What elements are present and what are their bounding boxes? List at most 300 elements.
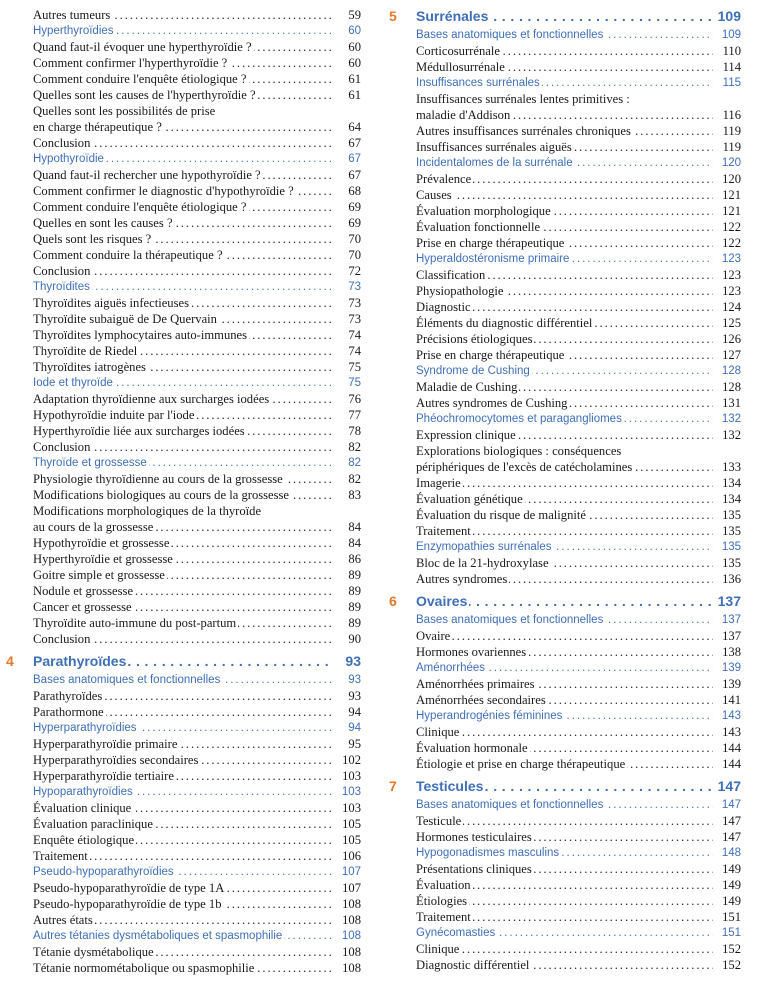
toc-entry-autres-syndromes[interactable] <box>383 571 741 587</box>
toc-entry-comment-conduire-la-therapeutique[interactable] <box>0 247 361 263</box>
toc-entry-evaluation-morphologique[interactable] <box>383 203 741 219</box>
page-number: 123 <box>719 251 741 267</box>
entry-title: Hyperandrogénies féminines <box>416 710 563 722</box>
entry-title: Quand faut-il évoquer une hyperthyroïdie ? <box>33 40 252 54</box>
entry-title: Évaluation fonctionnelle <box>416 220 541 234</box>
toc-chapter-parathyroides[interactable] <box>0 652 361 671</box>
entry-title: Causes <box>416 188 452 202</box>
entry-title: Autres syndromes <box>416 572 508 586</box>
toc-entry-physiopathologie[interactable] <box>383 283 741 299</box>
entry-title: Quelles sont les possibilités de prise <box>33 104 216 118</box>
page-number: 148 <box>719 845 741 861</box>
page-number: 135 <box>719 507 741 523</box>
toc-entry-hyperparathyroidie-primaire[interactable] <box>0 736 361 752</box>
page-number: 134 <box>719 491 741 507</box>
toc-entry-modifications-biologiques-au-cours-de-la-grossesse[interactable] <box>0 487 361 503</box>
toc-entry-diagnostic-differentiel[interactable] <box>383 957 741 973</box>
toc-entry-evaluation-paraclinique[interactable] <box>0 816 361 832</box>
page-number: 134 <box>719 475 741 491</box>
toc-section-hypoparathyroidies[interactable] <box>0 784 361 800</box>
page-number: 67 <box>345 151 361 167</box>
toc-entry-nodule-et-grossesse[interactable] <box>0 583 361 599</box>
page-number: 61 <box>345 87 361 103</box>
page-number: 149 <box>719 877 741 893</box>
entry-title: Explorations biologiques : conséquences <box>416 444 622 458</box>
toc-entry-evaluation-du-risque-de-malignite[interactable] <box>383 507 741 523</box>
page-number: 110 <box>720 43 741 59</box>
page-number: 89 <box>345 583 361 599</box>
entry-title: Hyperthyroïdies <box>33 25 114 37</box>
entry-title: au cours de la grossesse <box>33 520 154 534</box>
toc-entry-conclusion[interactable] <box>0 439 361 455</box>
page-number: 84 <box>345 535 361 551</box>
entry-title: Hyperthyroïdie liée aux surcharges iodées <box>33 424 245 438</box>
entry-title: Médullosurrénale <box>416 60 505 74</box>
page-number: 105 <box>339 816 361 832</box>
entry-title: Évaluation <box>416 878 471 892</box>
page-number: 69 <box>345 199 361 215</box>
entry-title: Autres états <box>33 913 93 927</box>
toc-entry-testicule[interactable] <box>383 813 741 829</box>
entry-title: Clinique <box>416 725 460 739</box>
entry-title: Évaluation morphologique <box>416 204 551 218</box>
entry-title: Traitement <box>416 910 471 924</box>
toc-entry-en-charge-therapeutique[interactable] <box>0 119 361 135</box>
toc-entry-amenorrhees-secondaires[interactable] <box>383 692 741 708</box>
entry-title: Comment conduire l'enquête étiologique ? <box>33 72 247 86</box>
toc-entry-pseudo-hypoparathyroidie-de-type-1b[interactable] <box>0 896 361 912</box>
entry-title: Pseudo-hypoparathyroïdie de type 1b <box>33 897 222 911</box>
page-number: 108 <box>339 896 361 912</box>
entry-title: Corticosurrénale <box>416 44 500 58</box>
entry-title: Hyperparathyroïdie tertiaire <box>33 769 174 783</box>
toc-section-pseudo-hypoparathyroidies[interactable] <box>0 864 361 880</box>
toc-entry-bloc-de-la-21-hydroxylase[interactable] <box>383 555 741 571</box>
entry-title: Quelles en sont les causes ? <box>33 216 173 230</box>
toc-entry-autres-tumeurs[interactable] <box>0 7 361 23</box>
toc-section-gynecomasties[interactable] <box>383 925 741 941</box>
entry-title: Traitement <box>33 849 88 863</box>
page-number: 121 <box>719 187 741 203</box>
toc-entry-comment-confirmer-le-diagnostic-d-hypothyroidie[interactable] <box>0 183 361 199</box>
toc-entry-hyperthyroidie-et-grossesse[interactable] <box>0 551 361 567</box>
entry-title: Enquête étiologique <box>33 833 135 847</box>
entry-title: Aménorrhées secondaires <box>416 693 546 707</box>
entry-title: Modifications morphologiques de la thyroïde <box>33 504 262 518</box>
toc-entry-presentations-cliniques[interactable] <box>383 861 741 877</box>
entry-title: Ovaire <box>416 629 451 643</box>
entry-title: Physiologie thyroïdienne au cours de la grossesse <box>33 472 283 486</box>
page-number: 138 <box>719 644 741 660</box>
page-number: 127 <box>719 347 741 363</box>
toc-section-iode-et-thyroide[interactable] <box>0 375 361 391</box>
page-number: 108 <box>339 912 361 928</box>
page-number: 89 <box>345 567 361 583</box>
toc-entry-imagerie[interactable] <box>383 475 741 491</box>
toc-entry-evaluation[interactable] <box>383 877 741 893</box>
page-number: 131 <box>719 395 741 411</box>
toc-entry-expression-clinique[interactable] <box>383 427 741 443</box>
page-number: 149 <box>719 893 741 909</box>
page-number: 105 <box>339 832 361 848</box>
page-number: 147 <box>719 813 741 829</box>
entry-title: Éléments du diagnostic différentiel <box>416 316 593 330</box>
entry-title: Ovaires <box>416 593 468 609</box>
entry-title: Iode et thyroïde <box>33 377 113 389</box>
chapter-number: 6 <box>389 593 397 609</box>
page-number: 135 <box>719 523 741 539</box>
page-number: 73 <box>345 295 361 311</box>
entry-title: Évaluation clinique <box>33 801 132 815</box>
page-number: 84 <box>345 519 361 535</box>
toc-entry-medullosurrenale[interactable] <box>383 59 741 75</box>
entry-title: Imagerie <box>416 476 461 490</box>
page-number: 61 <box>345 71 361 87</box>
entry-title: Évaluation génétique <box>416 492 523 506</box>
page-number: 149 <box>719 861 741 877</box>
page-number: 70 <box>345 231 361 247</box>
page-number: 75 <box>345 359 361 375</box>
entry-title: Évaluation hormonale <box>416 741 528 755</box>
toc-entry-tetanie-dysmetabolique[interactable] <box>0 944 361 960</box>
entry-title: Enzymopathies surrénales <box>416 541 552 553</box>
toc-entry-explorations-biologiques-consequences[interactable] <box>383 443 741 459</box>
toc-section-pheochromocytomes-et-paragangliomes[interactable] <box>383 411 741 427</box>
entry-title: Prise en charge thérapeutique <box>416 236 565 250</box>
page-number: 143 <box>719 708 741 724</box>
toc-entry-comment-conduire-l-enquete-etiologique[interactable] <box>0 199 361 215</box>
page-number: 125 <box>719 315 741 331</box>
toc-entry-comment-confirmer-l-hyperthyroidie[interactable] <box>0 55 361 71</box>
toc-section-hyperaldosteronisme-primaire[interactable] <box>383 251 741 267</box>
toc-entry-traitement[interactable] <box>383 523 741 539</box>
entry-title: Testicule <box>416 814 462 828</box>
toc-entry-etiologies[interactable] <box>383 893 741 909</box>
toc-entry-tetanie-normometabolique-ou-spasmophilie[interactable] <box>0 960 361 976</box>
entry-title: Hyperparathyroïdies secondaires <box>33 753 199 767</box>
entry-title: Parathormone <box>33 705 104 719</box>
entry-title: Comment conduire la thérapeutique ? <box>33 248 223 262</box>
page-number: 147 <box>715 777 741 796</box>
toc-entry-clinique[interactable] <box>383 724 741 740</box>
page-number: 74 <box>345 343 361 359</box>
toc-entry-conclusion[interactable] <box>0 135 361 151</box>
toc-section-hypothyroidie[interactable] <box>0 151 361 167</box>
entry-title: Hyperthyroïdie et grossesse <box>33 552 173 566</box>
toc-entry-quand-faut-il-evoquer-une-hyperthyroidie[interactable] <box>0 39 361 55</box>
toc-entry-evaluation-clinique[interactable] <box>0 800 361 816</box>
entry-title: Conclusion <box>33 632 91 646</box>
toc-entry-quelles-en-sont-les-causes[interactable] <box>0 215 361 231</box>
page-number: 60 <box>345 55 361 71</box>
toc-entry-evaluation-fonctionnelle[interactable] <box>383 219 741 235</box>
entry-title: Hormones ovariennes <box>416 645 527 659</box>
entry-title: Adaptation thyroïdienne aux surcharges iodées <box>33 392 270 406</box>
entry-title: Autres syndromes de Cushing <box>416 396 568 410</box>
entry-title: Incidentalomes de la surrénale <box>416 157 573 169</box>
toc-section-hyperthyroidies[interactable] <box>0 23 361 39</box>
toc-entry-classification[interactable] <box>383 267 741 283</box>
entry-title: Bases anatomiques et fonctionnelles <box>416 799 604 811</box>
entry-title: Surrénales <box>416 8 489 24</box>
toc-entry-hypothyroidie-induite-par-l-iode[interactable] <box>0 407 361 423</box>
toc-section-autres-tetanies-dysmetaboliques-et-spasmophilie[interactable] <box>0 928 361 944</box>
page-number: 115 <box>720 75 741 91</box>
entry-title: Physiopathologie <box>416 284 504 298</box>
toc-entry-thyroidites-lymphocytaires-auto-immunes[interactable] <box>0 327 361 343</box>
entry-title: Goitre simple et grossesse <box>33 568 165 582</box>
entry-title: Hyperparathyroïdies <box>33 722 137 734</box>
entry-title: Phéochromocytomes et paragangliomes <box>416 413 622 425</box>
entry-title: Tétanie dysmétabolique <box>33 945 154 959</box>
page-number: 151 <box>719 909 741 925</box>
entry-title: Insuffisances surrénales <box>416 77 540 89</box>
entry-title: Présentations cliniques <box>416 862 532 876</box>
entry-title: Syndrome de Cushing <box>416 365 530 377</box>
page-number: 126 <box>719 331 741 347</box>
toc-entry-hyperparathyroidies-secondaires[interactable] <box>0 752 361 768</box>
page-number: 68 <box>345 183 361 199</box>
page-number: 89 <box>345 615 361 631</box>
page-number: 128 <box>719 363 741 379</box>
page-number: 147 <box>719 829 741 845</box>
page-number: 103 <box>339 800 361 816</box>
toc-entry-elements-du-diagnostic-differentiel[interactable] <box>383 315 741 331</box>
page-number: 93 <box>345 688 361 704</box>
page-number: 67 <box>345 167 361 183</box>
toc-section-syndrome-de-cushing[interactable] <box>383 363 741 379</box>
entry-title: Hormones testiculaires <box>416 830 532 844</box>
toc-section-hypogonadismes-masculins[interactable] <box>383 845 741 861</box>
toc-entry-modifications-morphologiques-de-la-thyroide[interactable] <box>0 503 361 519</box>
toc-entry-etiologie-et-prise-en-charge-therapeutique[interactable] <box>383 756 741 772</box>
entry-title: Autres insuffisances surrénales chroniques <box>416 124 631 138</box>
entry-title: Évaluation paraclinique <box>33 817 153 831</box>
page-number: 93 <box>345 672 361 688</box>
chapter-number: 5 <box>389 8 397 24</box>
page-number: 116 <box>720 107 741 123</box>
toc-entry-clinique[interactable] <box>383 941 741 957</box>
page-number: 124 <box>719 299 741 315</box>
toc-entry-diagnostic[interactable] <box>383 299 741 315</box>
toc-entry-thyroidite-auto-immune-du-post-partum[interactable] <box>0 615 361 631</box>
toc-section-bases-anatomiques-et-fonctionnelles[interactable] <box>383 797 741 813</box>
toc-entry-traitement[interactable] <box>383 909 741 925</box>
page-number: 73 <box>345 311 361 327</box>
toc-entry-traitement[interactable] <box>0 848 361 864</box>
toc-entry-hormones-testiculaires[interactable] <box>383 829 741 845</box>
toc-section-bases-anatomiques-et-fonctionnelles[interactable] <box>383 27 741 43</box>
toc-entry-evaluation-hormonale[interactable] <box>383 740 741 756</box>
toc-entry-ovaire[interactable] <box>383 628 741 644</box>
toc-entry-quelles-sont-les-possibilites-de-prise[interactable] <box>0 103 361 119</box>
toc-entry-precisions-etiologiques[interactable] <box>383 331 741 347</box>
toc-entry-peripheriques-de-l-exces-de-catecholamines[interactable] <box>383 459 741 475</box>
toc-entry-prise-en-charge-therapeutique[interactable] <box>383 235 741 251</box>
page-number: 137 <box>719 628 741 644</box>
page-number: 78 <box>345 423 361 439</box>
toc-section-hyperandrogenies-feminines[interactable] <box>383 708 741 724</box>
toc-entry-evaluation-genetique[interactable] <box>383 491 741 507</box>
entry-title: Hyperparathyroïdie primaire <box>33 737 178 751</box>
page-number: 144 <box>719 740 741 756</box>
entry-title: Parathyroïdes <box>33 689 103 703</box>
toc-entry-conclusion[interactable] <box>0 263 361 279</box>
page-number: 106 <box>339 848 361 864</box>
toc-section-thyroidites[interactable] <box>0 279 361 295</box>
entry-title: Thyroïde et grossesse <box>33 457 147 469</box>
toc-entry-thyroidite-subaigue-de-de-quervain[interactable] <box>0 311 361 327</box>
entry-title: Hypothyroïdie <box>33 153 104 165</box>
toc-entry-cancer-et-grossesse[interactable] <box>0 599 361 615</box>
page-number: 120 <box>719 155 741 171</box>
toc-section-amenorrhees[interactable] <box>383 660 741 676</box>
entry-title: Thyroïdites lymphocytaires auto-immunes <box>33 328 248 342</box>
toc-left-column <box>0 7 361 976</box>
toc-section-enzymopathies-surrenales[interactable] <box>383 539 741 555</box>
page-number: 121 <box>719 203 741 219</box>
entry-title: Nodule et grossesse <box>33 584 134 598</box>
toc-entry-pseudo-hypoparathyroidie-de-type-1a[interactable] <box>0 880 361 896</box>
toc-entry-maladie-d-addison[interactable] <box>383 107 741 123</box>
toc-chapter-surrenales[interactable] <box>383 7 741 26</box>
page-number: 137 <box>719 612 741 628</box>
entry-title: Thyroïdites iatrogènes <box>33 360 146 374</box>
page-number: 83 <box>345 487 361 503</box>
toc-entry-autres-etats[interactable] <box>0 912 361 928</box>
toc-entry-hyperthyroidie-liee-aux-surcharges-iodees[interactable] <box>0 423 361 439</box>
page-number: 133 <box>719 459 741 475</box>
entry-title: Comment confirmer le diagnostic d'hypothyroïdie ? <box>33 184 294 198</box>
toc-section-hyperparathyroidies[interactable] <box>0 720 361 736</box>
page-number: 135 <box>719 539 741 555</box>
toc-section-bases-anatomiques-et-fonctionnelles[interactable] <box>383 612 741 628</box>
toc-entry-quelles-sont-les-causes-de-l-hyperthyroidie[interactable] <box>0 87 361 103</box>
entry-title: Pseudo-hypoparathyroïdie de type 1A <box>33 881 225 895</box>
page-number: 151 <box>719 925 741 941</box>
chapter-number: 4 <box>6 653 14 669</box>
page-number: 94 <box>345 720 361 736</box>
page-number: 93 <box>342 652 361 671</box>
page-number: 119 <box>720 123 741 139</box>
page-number: 139 <box>719 676 741 692</box>
toc-entry-prevalence[interactable] <box>383 171 741 187</box>
toc-entry-adaptation-thyroidienne-aux-surcharges-iodees[interactable] <box>0 391 361 407</box>
toc-section-bases-anatomiques-et-fonctionnelles[interactable] <box>0 672 361 688</box>
toc-entry-comment-conduire-l-enquete-etiologique[interactable] <box>0 71 361 87</box>
toc-entry-parathyroides[interactable] <box>0 688 361 704</box>
toc-entry-prise-en-charge-therapeutique[interactable] <box>383 347 741 363</box>
entry-title: Bloc de la 21-hydroxylase <box>416 556 549 570</box>
entry-title: Thyroïdites <box>33 281 90 293</box>
entry-title: Quelles sont les causes de l'hyperthyroïdie ? <box>33 88 256 102</box>
toc-entry-insuffisances-surrenales-lentes-primitives[interactable] <box>383 91 741 107</box>
page-number: 82 <box>345 471 361 487</box>
page-number: 122 <box>719 235 741 251</box>
toc-entry-autres-insuffisances-surrenales-chroniques[interactable] <box>383 123 741 139</box>
chapter-number: 7 <box>389 778 397 794</box>
entry-title: Étiologies <box>416 894 468 908</box>
toc-entry-insuffisances-surrenales-aigues[interactable] <box>383 139 741 155</box>
toc-entry-hyperparathyroidie-tertiaire[interactable] <box>0 768 361 784</box>
page-number: 70 <box>345 247 361 263</box>
page-number: 103 <box>339 768 361 784</box>
toc-entry-goitre-simple-et-grossesse[interactable] <box>0 567 361 583</box>
page-number: 59 <box>345 7 361 23</box>
toc-entry-thyroidites-aigues-infectieuses[interactable] <box>0 295 361 311</box>
page-number: 152 <box>719 941 741 957</box>
toc-entry-hypothyroidie-et-grossesse[interactable] <box>0 535 361 551</box>
entry-title: Comment conduire l'enquête étiologique ? <box>33 200 247 214</box>
toc-entry-quand-faut-il-rechercher-une-hypothyroidie[interactable] <box>0 167 361 183</box>
toc-right-column <box>383 7 741 973</box>
entry-title: Aménorrhées primaires <box>416 677 535 691</box>
entry-title: Hypothyroïdie induite par l'iode <box>33 408 195 422</box>
entry-title: Thyroïdite auto-immune du post-partum <box>33 616 237 630</box>
toc-section-incidentalomes-de-la-surrenale[interactable] <box>383 155 741 171</box>
toc-entry-parathormone[interactable] <box>0 704 361 720</box>
page-number: 108 <box>339 944 361 960</box>
page-number: 64 <box>345 119 361 135</box>
toc-entry-conclusion[interactable] <box>0 631 361 647</box>
toc-section-insuffisances-surrenales[interactable] <box>383 75 741 91</box>
page-number: 109 <box>719 27 741 43</box>
entry-title: Diagnostic <box>416 300 471 314</box>
toc-chapter-testicules[interactable] <box>383 777 741 796</box>
page-number: 108 <box>339 928 361 944</box>
entry-title: Comment confirmer l'hyperthyroïdie ? <box>33 56 228 70</box>
toc-entry-thyroidite-de-riedel[interactable] <box>0 343 361 359</box>
entry-title: Conclusion <box>33 440 91 454</box>
entry-title: Gynécomasties <box>416 927 496 939</box>
entry-title: Classification <box>416 268 486 282</box>
entry-title: Autres tétanies dysmétaboliques et spasmophilie <box>33 930 283 942</box>
entry-title: en charge thérapeutique ? <box>33 120 162 134</box>
toc-entry-maladie-de-cushing[interactable] <box>383 379 741 395</box>
page-number: 137 <box>715 592 741 611</box>
entry-title: Hyperaldostéronisme primaire <box>416 253 570 265</box>
entry-title: Autres tumeurs <box>33 8 111 22</box>
toc-chapter-ovaires[interactable] <box>383 592 741 611</box>
toc-entry-thyroidites-iatrogenes[interactable] <box>0 359 361 375</box>
toc-section-thyroide-et-grossesse[interactable] <box>0 455 361 471</box>
toc-entry-quels-sont-les-risques[interactable] <box>0 231 361 247</box>
entry-title: Étiologie et prise en charge thérapeutique <box>416 757 626 771</box>
page-number: 94 <box>345 704 361 720</box>
page-number: 123 <box>719 267 741 283</box>
toc-entry-enquete-etiologique[interactable] <box>0 832 361 848</box>
page-number: 128 <box>719 379 741 395</box>
toc-entry-hormones-ovariennes[interactable] <box>383 644 741 660</box>
toc-entry-amenorrhees-primaires[interactable] <box>383 676 741 692</box>
page-number: 123 <box>719 283 741 299</box>
page-number: 152 <box>719 957 741 973</box>
page-number: 89 <box>345 599 361 615</box>
entry-title: Bases anatomiques et fonctionnelles <box>416 29 604 41</box>
page-number: 102 <box>339 752 361 768</box>
page-number: 135 <box>719 555 741 571</box>
toc-entry-causes[interactable] <box>383 187 741 203</box>
toc-entry-au-cours-de-la-grossesse[interactable] <box>0 519 361 535</box>
page-number: 82 <box>345 439 361 455</box>
toc-entry-autres-syndromes-de-cushing[interactable] <box>383 395 741 411</box>
entry-title: maladie d'Addison <box>416 108 511 122</box>
entry-title: Évaluation du risque de malignité <box>416 508 586 522</box>
toc-entry-physiologie-thyroidienne-au-cours-de-la-grossesse[interactable] <box>0 471 361 487</box>
toc-entry-corticosurrenale[interactable] <box>383 43 741 59</box>
entry-title: Clinique <box>416 942 460 956</box>
page-number: 139 <box>719 660 741 676</box>
